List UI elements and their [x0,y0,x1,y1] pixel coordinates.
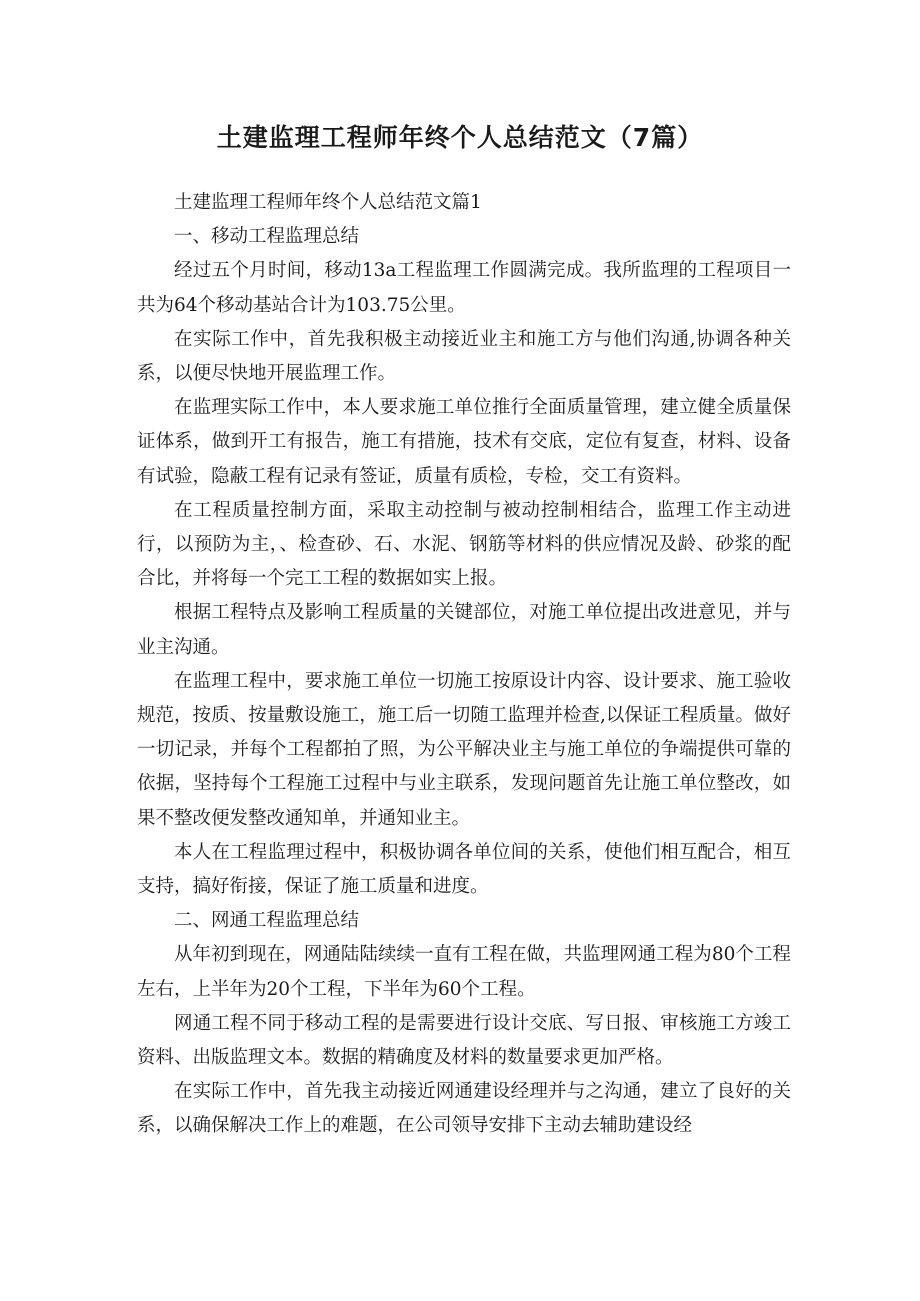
paragraph: 根据工程特点及影响工程质量的关键部位，对施工单位提出改进意见，并与业主沟通。 [137,602,791,658]
paragraph: 在实际工作中，首先我主动接近网通建设经理并与之沟通，建立了良好的关系，以确保解决工作上的难题，在公司领导安排下主动去辅助建设经 [137,1081,791,1137]
subsection-heading: 二、网通工程监理总结 [174,910,360,932]
paragraph: 网通工程不同于移动工程的是需要进行设计交底、写日报、审核施工方竣工资料、出版监理文本。数据的精确度及材料的数量要求更加严格。 [137,1012,791,1069]
subsection-heading: 一、移动工程监理总结 [174,226,360,248]
document-body [137,186,791,1144]
section-heading: 土建监理工程师年终个人总结范文篇1 [174,192,482,213]
paragraph: 在监理工程中，要求施工单位一切施工按原设计内容、设计要求、施工验收规范，按质、按量敷设施工，施工后一切随工监理并检查,以保证工程质量。做好一切记录，并每个工程都拍了照，为公平解决业主与施工单位的争端提供可靠的依据，坚持每个工程施工过程中与业主联系，发现问题首先让施工单位整改，如果不整改便发整改通知单，并通知业主。 [137,670,791,829]
document-title: 土建监理工程师年终个人总结范文（7篇） [216,123,704,152]
paragraph: 在实际工作中，首先我积极主动接近业主和施工方与他们沟通,协调各种关系，以便尽快地开展监理工作。 [137,328,791,385]
paragraph: 在监理实际工作中，本人要求施工单位推行全面质量管理，建立健全质量保证体系，做到开工有报告，施工有措施，技术有交底，定位有复查，材料、设备有试验，隐蔽工程有记录有签证，质量有质检，专检，交工有资料。 [137,397,791,487]
paragraph: 从年初到现在，网通陆陆续续一直有工程在做，共监理网通工程为80个工程左右，上半年为20个工程，下半年为60个工程。 [137,944,791,1000]
paragraph: 在工程质量控制方面，采取主动控制与被动控制相结合，监理工作主动进行，以预防为主，、检查砂、石、水泥、钢筋等材料的供应情况及龄、砂浆的配合比，并将每一个完工工程的数据如实上报。 [137,499,791,590]
paragraph: 本人在工程监理过程中，积极协调各单位间的关系，使他们相互配合，相互支持，搞好衔接，保证了施工质量和进度。 [137,841,791,898]
paragraph: 经过五个月时间，移动13a工程监理工作圆满完成。我所监理的工程项目一共为64个移动基站合计为103.75公里。 [137,260,791,316]
